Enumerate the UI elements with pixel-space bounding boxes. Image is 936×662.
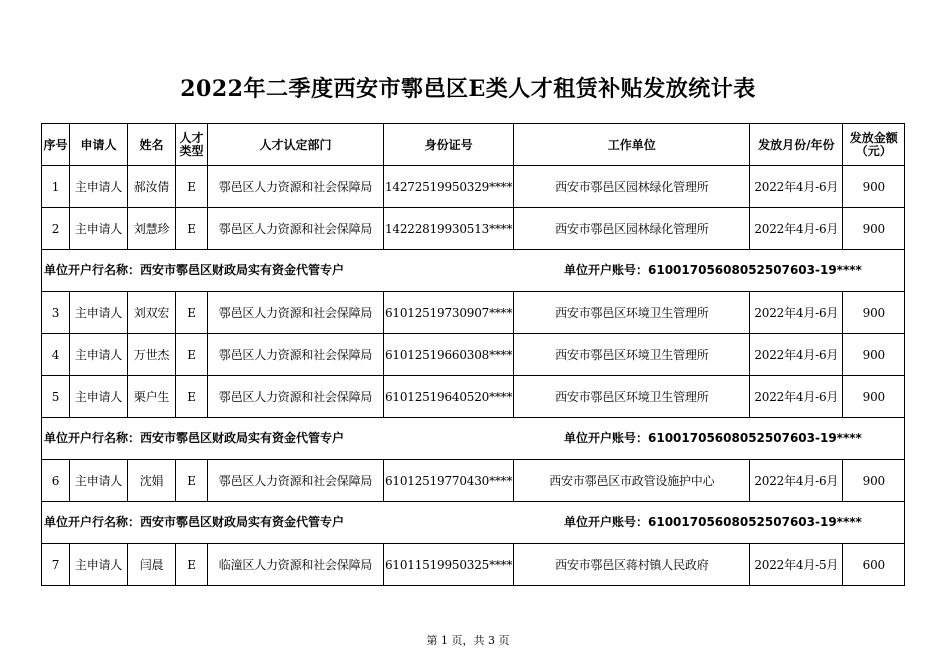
cell-period: 2022年4月-6月 [750, 208, 843, 250]
table-row [42, 376, 905, 418]
bank-name-label: 单位开户行名称：西安市鄠邑区财政局实有资金代管专户 [44, 263, 345, 277]
bank-info-cell [42, 250, 905, 292]
col-header-name: 姓名 [128, 124, 176, 166]
cell-name: 万世杰 [128, 334, 176, 376]
cell-dept: 鄠邑区人力资源和社会保障局 [208, 334, 384, 376]
col-header-type: 人才类型 [176, 124, 208, 166]
cell-unit: 西安市鄠邑区环境卫生管理所 [514, 376, 750, 418]
cell-dept: 鄠邑区人力资源和社会保障局 [208, 376, 384, 418]
cell-name: 沈娟 [128, 460, 176, 502]
bank-info-row [42, 502, 905, 544]
cell-id: 61012519640520**** [384, 376, 514, 418]
cell-no: 7 [42, 544, 70, 586]
cell-name: 郝汝倩 [128, 166, 176, 208]
table-row [42, 334, 905, 376]
cell-unit: 西安市鄠邑区市政管设施护中心 [514, 460, 750, 502]
bank-account-label: 单位开户账号：61001705608052507603-19**** [564, 515, 862, 529]
subsidy-table [41, 123, 905, 586]
bank-info-row [42, 250, 905, 292]
bank-account-label: 单位开户账号：61001705608052507603-19**** [564, 263, 862, 277]
cell-unit: 西安市鄠邑区环境卫生管理所 [514, 334, 750, 376]
cell-id: 61012519770430**** [384, 460, 514, 502]
cell-no: 6 [42, 460, 70, 502]
bank-info-row [42, 418, 905, 460]
table-row [42, 292, 905, 334]
col-header-id: 身份证号 [384, 124, 514, 166]
bank-name-label: 单位开户行名称：西安市鄠邑区财政局实有资金代管专户 [44, 431, 345, 445]
cell-dept: 鄠邑区人力资源和社会保障局 [208, 292, 384, 334]
cell-amount: 900 [843, 376, 905, 418]
cell-applicant: 主申请人 [70, 334, 128, 376]
cell-id: 14272519950329**** [384, 166, 514, 208]
cell-amount: 900 [843, 208, 905, 250]
cell-unit: 西安市鄠邑区园林绿化管理所 [514, 166, 750, 208]
cell-amount: 900 [843, 292, 905, 334]
cell-no: 2 [42, 208, 70, 250]
page-footer: 第 1 页，共 3 页 [426, 634, 510, 647]
cell-period: 2022年4月-6月 [750, 292, 843, 334]
cell-amount: 900 [843, 334, 905, 376]
cell-id: 61011519950325**** [384, 544, 514, 586]
col-header-applicant: 申请人 [70, 124, 128, 166]
cell-type: E [176, 544, 208, 586]
bank-info-cell [42, 502, 905, 544]
cell-period: 2022年4月-6月 [750, 334, 843, 376]
col-header-amount: 发放金额（元） [843, 124, 905, 166]
cell-unit: 西安市鄠邑区园林绿化管理所 [514, 208, 750, 250]
bank-account-label: 单位开户账号：61001705608052507603-19**** [564, 431, 862, 445]
col-header-unit: 工作单位 [514, 124, 750, 166]
cell-applicant: 主申请人 [70, 166, 128, 208]
cell-type: E [176, 208, 208, 250]
cell-no: 5 [42, 376, 70, 418]
cell-id: 61012519730907**** [384, 292, 514, 334]
cell-dept: 鄠邑区人力资源和社会保障局 [208, 166, 384, 208]
cell-no: 1 [42, 166, 70, 208]
col-header-no: 序号 [42, 124, 70, 166]
cell-period: 2022年4月-6月 [750, 460, 843, 502]
cell-type: E [176, 460, 208, 502]
cell-id: 61012519660308**** [384, 334, 514, 376]
table-header-row [42, 124, 905, 166]
cell-dept: 鄠邑区人力资源和社会保障局 [208, 208, 384, 250]
cell-type: E [176, 166, 208, 208]
table-row [42, 460, 905, 502]
cell-applicant: 主申请人 [70, 292, 128, 334]
cell-period: 2022年4月-6月 [750, 376, 843, 418]
cell-name: 刘双宏 [128, 292, 176, 334]
cell-name: 闫晨 [128, 544, 176, 586]
cell-applicant: 主申请人 [70, 460, 128, 502]
cell-unit: 西安市鄠邑区蒋村镇人民政府 [514, 544, 750, 586]
table-row [42, 166, 905, 208]
cell-no: 4 [42, 334, 70, 376]
table-row [42, 544, 905, 586]
cell-amount: 900 [843, 460, 905, 502]
table-row [42, 208, 905, 250]
bank-name-label: 单位开户行名称：西安市鄠邑区财政局实有资金代管专户 [44, 515, 345, 529]
bank-info-cell [42, 418, 905, 460]
cell-id: 14222819930513**** [384, 208, 514, 250]
cell-applicant: 主申请人 [70, 544, 128, 586]
col-header-dept: 人才认定部门 [208, 124, 384, 166]
cell-amount: 600 [843, 544, 905, 586]
page-title: 2022年二季度西安市鄠邑区E类人才租赁补贴发放统计表 [180, 76, 756, 102]
cell-unit: 西安市鄠邑区环境卫生管理所 [514, 292, 750, 334]
cell-dept: 鄠邑区人力资源和社会保障局 [208, 460, 384, 502]
cell-type: E [176, 292, 208, 334]
cell-applicant: 主申请人 [70, 208, 128, 250]
cell-amount: 900 [843, 166, 905, 208]
cell-name: 栗户生 [128, 376, 176, 418]
cell-type: E [176, 376, 208, 418]
cell-applicant: 主申请人 [70, 376, 128, 418]
cell-name: 刘慧珍 [128, 208, 176, 250]
cell-dept: 临潼区人力资源和社会保障局 [208, 544, 384, 586]
cell-period: 2022年4月-5月 [750, 544, 843, 586]
cell-type: E [176, 334, 208, 376]
col-header-period: 发放月份/年份 [750, 124, 843, 166]
cell-period: 2022年4月-6月 [750, 166, 843, 208]
cell-no: 3 [42, 292, 70, 334]
